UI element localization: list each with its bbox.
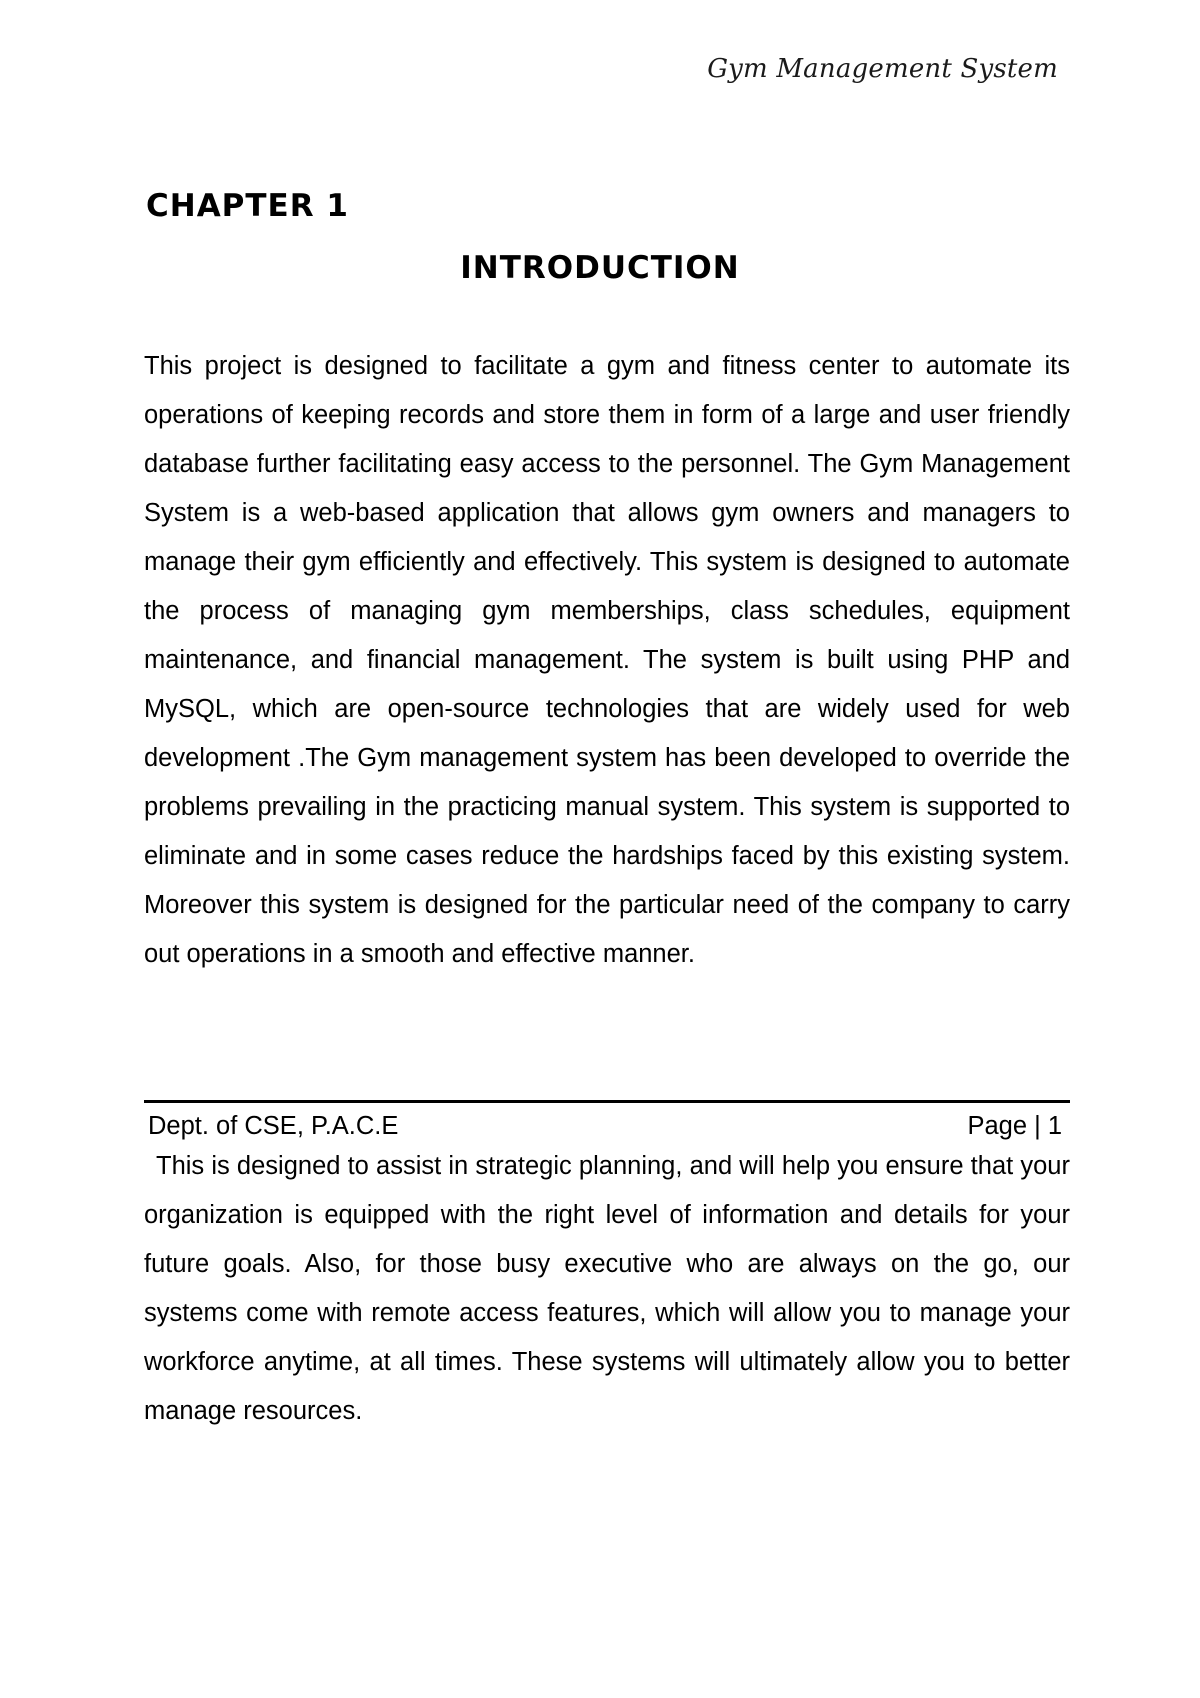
planning-paragraph: This is designed to assist in strategic planning, and will help you ensure that your organization is equipped with the right level of information and details for your future goals. Also, for those busy executive who are always on the go, our systems come with remote access features, which will allow you to manage your workforce anytime, at all times. These systems will ultimately allow you to better manage resources. [144, 1152, 1070, 1425]
footer-page-number: Page | 1 [967, 1112, 1062, 1140]
footer-divider [144, 1100, 1070, 1103]
running-header: Gym Management System [707, 54, 1058, 84]
footer-department: Dept. of CSE, P.A.C.E [148, 1112, 399, 1140]
section-title: INTRODUCTION [460, 250, 740, 286]
intro-paragraph: This project is designed to facilitate a gym and fitness center to automate its operations of keeping records and store them in form of a large and user friendly database further facilitating easy access to the personnel. The Gym Management System is a web-based application that allows gym owners and managers to manage their gym efficiently and effectively. This system is designed to automate the process of managing gym memberships, class schedules, equipment maintenance, and financial management. The system is built using PHP and MySQL, which are open-source technologies that are widely used for web development .The Gym management system has been developed to override the problems prevailing in the practicing manual system. This system is supported to eliminate and in some cases reduce the hardships faced by this existing system. Moreover this system is designed for the particular need of the company to carry out operations in a smooth and effective manner. [144, 352, 1070, 968]
chapter-label: CHAPTER 1 [146, 188, 349, 224]
